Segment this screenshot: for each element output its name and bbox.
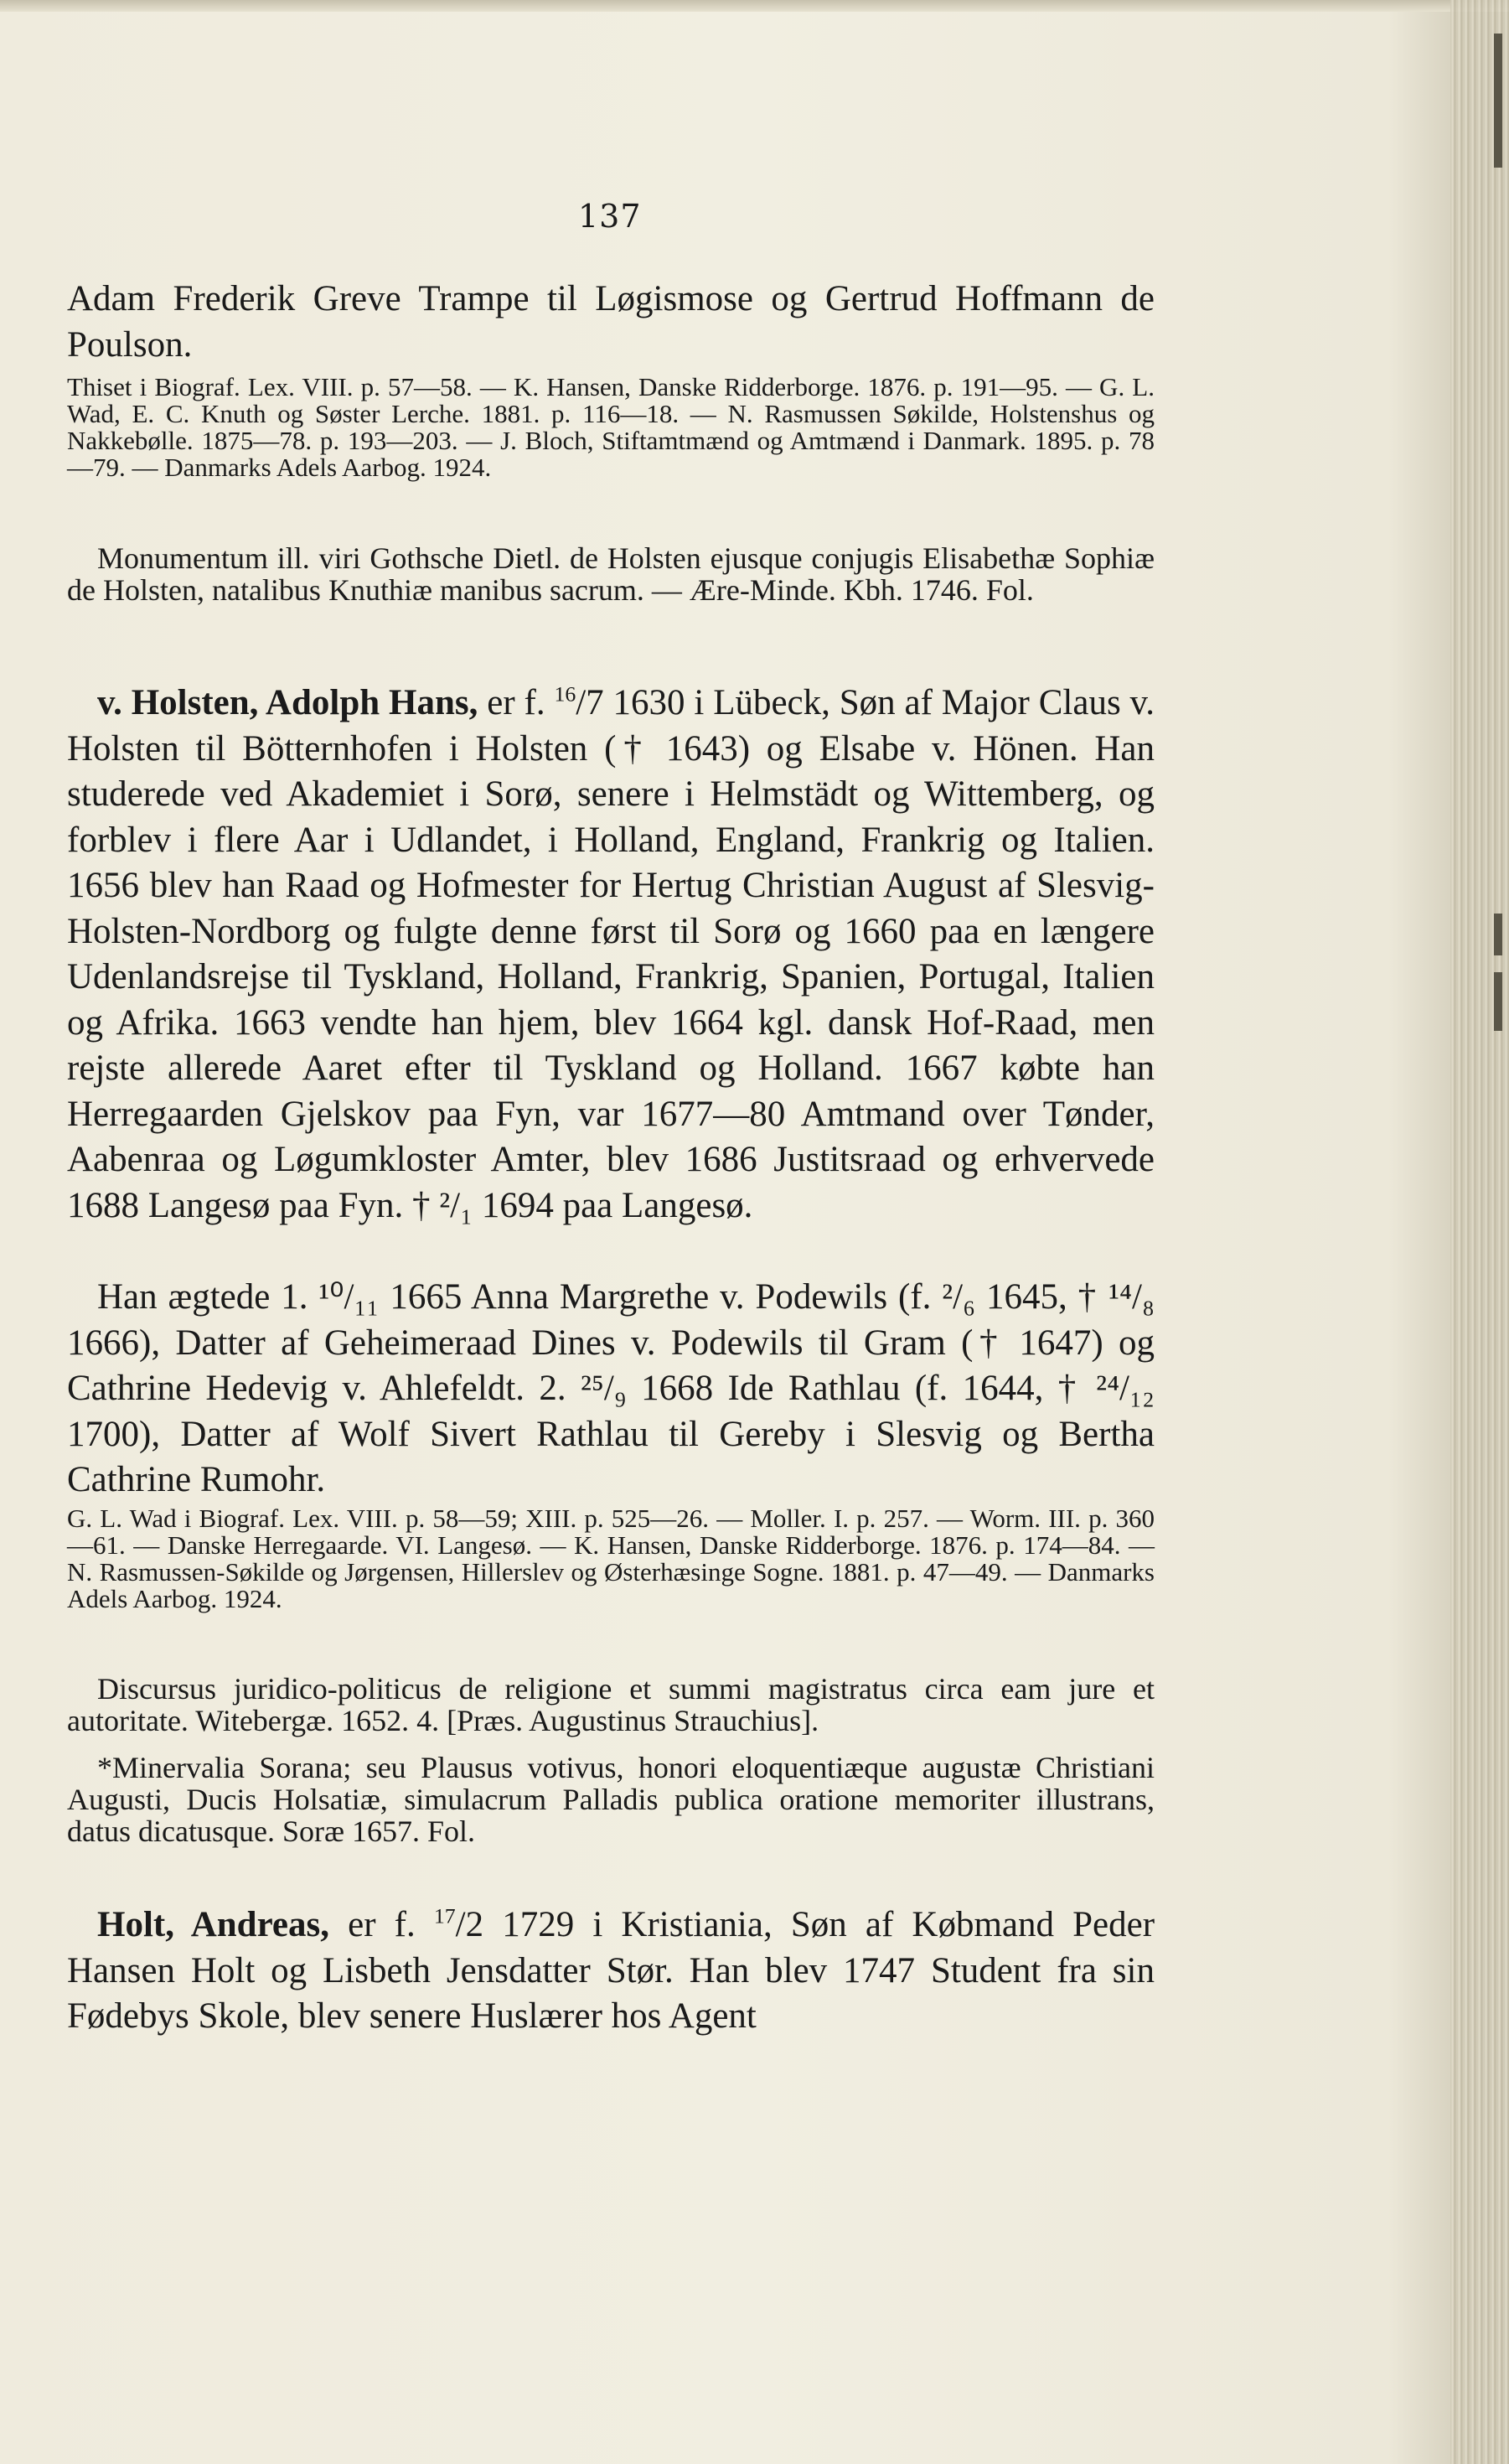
entry-work: *Minervalia Sorana; seu Plausus votivus, honori eloquentiæque augustæ Christiani Augusti, Ducis Holsatiæ, simulacrum Palladis publica oratione memoriter illustrans, datus dicatusque. Soræ 1657. Fol. xyxy=(67,1751,1155,1848)
page-binding-edge xyxy=(1450,0,1509,2464)
birth-date-month: /7 xyxy=(576,683,604,722)
entry-title: Adam Frederik Greve Trampe til Løgismose og Gertrud Hoffmann de Poulson. xyxy=(67,279,1155,365)
biography-entry xyxy=(67,681,1155,1229)
biography-entry xyxy=(67,1902,1155,2040)
binding-mark xyxy=(1494,972,1502,1031)
page-number: 137 xyxy=(578,198,642,235)
birth-date-day: 16 xyxy=(554,681,576,707)
marriage-text: Han ægtede 1. ¹⁰/₁₁ 1665 Anna Margrethe v. Podewils (f. ²/₆ 1645, † ¹⁴/₈ 1666), Datter af Geheimeraad Dines v. Podewils til Gram († 1647) og Cathrine Hedevig v. Ahlefeldt. 2. ²⁵/₉ 1668 Ide Rathlau (f. 1644, † ²⁴/₁₂ 1700), Datter af Wolf Sivert Rathlau til Gereby i Slesvig og Bertha Cathrine Rumohr. xyxy=(67,1277,1155,1499)
page-top-edge xyxy=(0,0,1509,12)
biography-text: 1630 i Lübeck, Søn af Major Claus v. Holsten til Bötternhofen i Holsten († 1643) og Elsabe v. Hönen. Han studerede ved Akademiet i Sorø, senere i Helmstädt og Wittemberg, og forblev i flere Aar i Udlandet, i Holland, England, Frankrig og Italien. 1656 blev han Raad og Hofmester for Hertug Christian August af Slesvig-Holsten-Nordborg og fulgte denne først til Sorø og 1660 paa en længere Udenlandsrejse til Tyskland, Holland, Frankrig, Spanien, Portugal, Italien og Afrika. 1663 vendte han hjem, blev 1664 kgl. dansk Hof-Raad, men rejste allerede Aaret efter til Tyskland og Holland. 1667 købte han Herregaarden Gjelskov paa Fyn, var 1677—80 Amtmand over Tønder, Aabenraa og Løgumkloster Amter, blev 1686 Justitsraad og erhvervede 1688 Langesø paa Fyn. † ²/₁ 1694 paa Langesø. xyxy=(67,683,1155,1225)
biography-text: 1729 i Kristiania, Søn af Købmand Peder Hansen Holt og Lisbeth Jensdatter Stør. Han blev 1747 Student fra sin Fødebys Skole, blev senere Huslærer hos Agent xyxy=(67,1905,1155,2036)
binding-mark xyxy=(1494,34,1502,168)
entry-references: G. L. Wad i Biograf. Lex. VIII. p. 58—59; XIII. p. 525—26. — Moller. I. p. 257. — Worm. III. p. 360—61. — Danske Herregaarde. VI. Langesø. — K. Hansen, Danske Ridderborge. 1876. p. 174—84. — N. Rasmussen-Søkilde og Jørgensen, Hillerslev og Østerhæsinge Sogne. 1881. p. 47—49. — Danmarks Adels Aarbog. 1924. xyxy=(67,1504,1155,1613)
entry-work: Discursus juridico-politicus de religione et summi magistratus circa eam jure et autoritate. Witebergæ. 1652. 4. [Præs. Augustinus Strauchius]. xyxy=(67,1672,1155,1737)
person-name: Holt, Andreas, xyxy=(97,1905,329,1944)
binding-mark xyxy=(1494,914,1502,955)
born-prefix: er f. xyxy=(487,683,545,722)
birth-date-month: /2 xyxy=(455,1905,484,1944)
entry-references: Thiset i Biograf. Lex. VIII. p. 57—58. — K. Hansen, Danske Ridderborge. 1876. p. 191—95. — G. L. Wad, E. C. Knuth og Søster Lerche. 1881. p. 116—18. — N. Rasmussen Søkilde, Holstenshus og Nakkebølle. 1875—78. p. 193—203. — J. Bloch, Stiftamtmænd og Amtmænd i Danmark. 1895. p. 78—79. — Danmarks Adels Aarbog. 1924. xyxy=(67,372,1155,482)
birth-date-day: 17 xyxy=(433,1903,456,1928)
person-name: v. Holsten, Adolph Hans, xyxy=(97,683,478,722)
entry-work: Monumentum ill. viri Gothsche Dietl. de Holsten ejusque conjugis Elisabethæ Sophiæ de Holsten, natalibus Knuthiæ manibus sacrum. — Ære-Minde. Kbh. 1746. Fol. xyxy=(67,541,1155,607)
born-prefix: er f. xyxy=(348,1905,416,1944)
